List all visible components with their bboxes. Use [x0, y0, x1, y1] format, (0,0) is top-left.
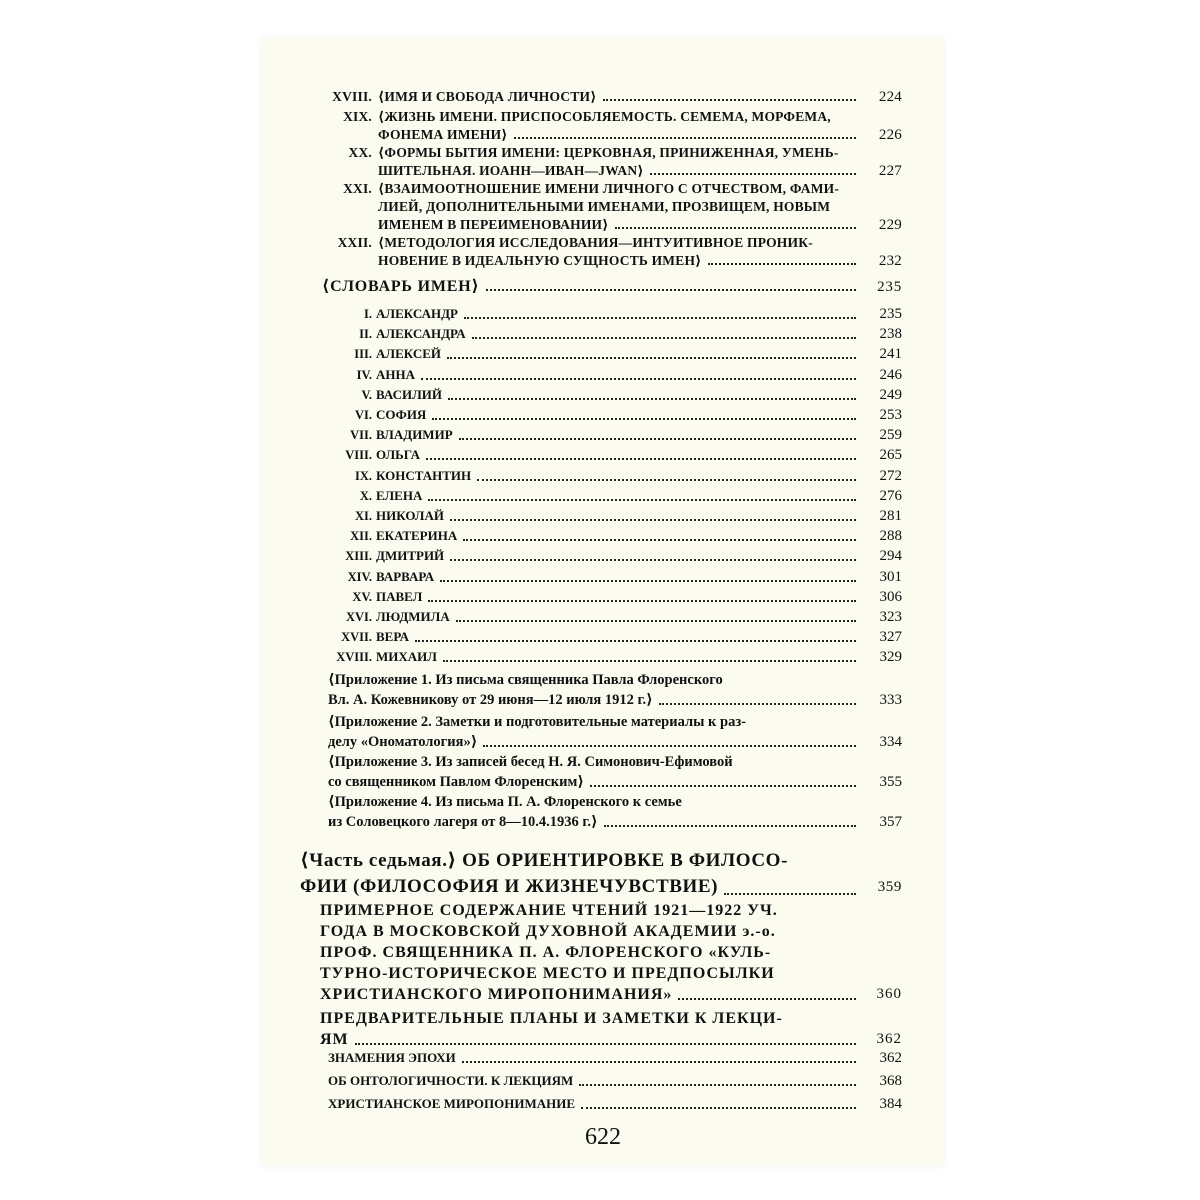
toc-name-entry [302, 304, 902, 324]
dot-leader [477, 479, 856, 481]
toc-name-entry [302, 466, 902, 486]
toc-name-entry [302, 546, 902, 566]
entry-number: XVI. [345, 610, 372, 624]
dot-leader [590, 785, 856, 787]
appendix-line: делу «Ономатология»⟩ [328, 734, 478, 750]
name-title: АЛЕКСАНДР [376, 306, 458, 321]
dot-leader [464, 317, 856, 319]
page-number: 227 [878, 163, 902, 179]
dot-leader [428, 600, 856, 602]
page-number: 238 [879, 326, 902, 343]
entry-number: IX. [354, 468, 372, 483]
page-number: 359 [877, 879, 902, 895]
entry-title-line: ⟨МЕТОДОЛОГИЯ ИССЛЕДОВАНИЯ—ИНТУИТИВНОЕ ПРОНИК- [378, 235, 813, 250]
name-title: АЛЕКСАНДРА [376, 326, 466, 342]
name-title: ВЕРА [376, 629, 410, 645]
dot-leader [659, 703, 856, 705]
entry-title-line: ИМЕНЕМ В ПЕРЕИМЕНОВАНИИ⟩ [378, 217, 609, 232]
appendix-line: ⟨Приложение 4. Из письма П. А. Флоренского к семье [328, 794, 682, 810]
entry-number: III. [354, 347, 372, 362]
entry-number: XIX. [343, 109, 372, 124]
page-number: 327 [879, 629, 902, 646]
dot-leader [421, 378, 856, 380]
name-title: ОЛЬГА [376, 447, 420, 463]
dot-leader [483, 745, 856, 747]
page-number: 235 [879, 306, 902, 322]
toc-subsection [328, 1071, 902, 1091]
dot-leader [603, 99, 856, 101]
dot-leader [708, 263, 856, 265]
entry-number: XXII. [337, 235, 372, 250]
dot-leader [415, 640, 856, 642]
page-number: 246 [879, 366, 902, 383]
dot-leader [450, 519, 856, 521]
toc-name-entry [302, 425, 902, 445]
entry-title-line: ШИТЕЛЬНАЯ. ИОАНН—ИВАН—JWAN⟩ [378, 163, 644, 178]
part-title-line: ⟨Часть седьмая.⟩ ОБ ОРИЕНТИРОВКЕ В ФИЛОСО- [300, 850, 788, 871]
page-number: 329 [879, 649, 902, 666]
appendix-line: со священником Павлом Флоренским⟩ [328, 774, 585, 790]
dot-leader [459, 438, 856, 440]
toc-entry-chapter-22 [302, 234, 902, 270]
part-title-line: ФИИ (ФИЛОСОФИЯ И ЖИЗНЕЧУВСТВИЕ) [300, 876, 719, 897]
dot-leader [650, 173, 856, 175]
toc-entry-chapter-21 [302, 180, 902, 234]
plans-line: ЯМ [320, 1031, 349, 1048]
entry-number: X. [359, 488, 372, 503]
book-page [262, 38, 944, 1166]
entry-number: IV. [356, 367, 372, 382]
page-number: 288 [879, 528, 902, 545]
dot-leader [486, 289, 856, 291]
name-title: АННА [376, 366, 415, 382]
dot-leader [428, 499, 856, 501]
entry-title-line: ⟨ВЗАИМООТНОШЕНИЕ ИМЕНИ ЛИЧНОГО С ОТЧЕСТВОМ, ФАМИ- [378, 181, 840, 196]
entry-number: VIII. [345, 448, 372, 463]
subsection-title: ОБ ОНТОЛОГИЧНОСТИ. К ЛЕКЦИЯМ [328, 1073, 574, 1088]
appendix-line: ⟨Приложение 2. Заметки и подготовительные материалы к раз- [328, 714, 746, 730]
dot-leader [450, 559, 856, 561]
page-number: 232 [878, 253, 902, 269]
page-number: 235 [877, 279, 902, 295]
dot-leader [355, 1043, 856, 1045]
page-number: 368 [879, 1073, 902, 1089]
dot-leader [678, 998, 856, 1000]
toc-name-entry [302, 526, 902, 546]
toc-appendix-4 [328, 792, 902, 832]
readings-line: ХРИСТИАНСКОГО МИРОПОНИМАНИЯ» [320, 986, 673, 1003]
toc-readings-1921 [320, 900, 902, 1005]
dot-leader [462, 1061, 856, 1063]
entry-number: V. [361, 387, 372, 402]
page-number: 229 [878, 217, 902, 233]
page-number: 276 [879, 487, 902, 504]
entry-number: VII. [350, 428, 372, 443]
toc-name-entry [302, 445, 902, 465]
subsection-title: ЗНАМЕНИЯ ЭПОХИ [328, 1050, 456, 1065]
entry-number: XXI. [343, 181, 372, 196]
entry-number: XI. [354, 509, 372, 523]
entry-number: XIII. [345, 549, 372, 564]
dot-leader [604, 825, 856, 827]
plans-line: ПРЕДВАРИТЕЛЬНЫЕ ПЛАНЫ И ЗАМЕТКИ К ЛЕКЦИ- [320, 1010, 783, 1027]
toc-entry-chapter-20 [302, 144, 902, 180]
name-title: АЛЕКСЕЙ [376, 346, 442, 362]
name-title: ЛЮДМИЛА [376, 609, 450, 624]
toc-lecture-plans [320, 1008, 902, 1050]
appendix-line: ⟨Приложение 1. Из письма священника Павла Флоренского [328, 672, 723, 688]
subsection-title: ХРИСТИАНСКОЕ МИРОПОНИМАНИЕ [328, 1096, 575, 1111]
page-number: 253 [879, 407, 902, 423]
dot-leader [448, 398, 856, 400]
toc-name-entry [302, 486, 902, 506]
name-title: ВАСИЛИЙ [376, 386, 443, 402]
entry-number: XV. [352, 589, 372, 604]
entry-title: ⟨ИМЯ И СВОБОДА ЛИЧНОСТИ⟩ [378, 89, 597, 104]
page-number: 355 [879, 774, 902, 790]
dot-leader [432, 418, 856, 420]
toc-appendix-2 [328, 712, 902, 752]
dot-leader [615, 227, 856, 229]
page-number: 301 [879, 568, 902, 585]
entry-number: XX. [348, 145, 372, 160]
dot-leader [581, 1107, 856, 1109]
dot-leader [472, 337, 856, 339]
entry-number: VI. [354, 408, 372, 422]
toc-name-entry [302, 405, 902, 425]
page-number: 306 [879, 588, 902, 605]
entry-number: XVIII. [332, 89, 372, 104]
section-title: ⟨СЛОВАРЬ ИМЕН⟩ [322, 278, 480, 295]
page-number: 241 [879, 346, 902, 363]
toc-name-entry [302, 365, 902, 385]
name-title: ЕЛЕНА [376, 487, 423, 503]
name-title: КОНСТАНТИН [376, 467, 472, 483]
entry-title-line: ⟨ЖИЗНЬ ИМЕНИ. ПРИСПОСОБЛЯЕМОСТЬ. СЕМЕМА, МОРФЕМА, [378, 109, 831, 124]
entry-number: XIV. [347, 569, 372, 584]
appendix-line: из Соловецкого лагеря от 8—10.4.1936 г.⟩ [328, 814, 598, 830]
toc-name-entry [302, 607, 902, 627]
readings-line: ГОДА В МОСКОВСКОЙ ДУХОВНОЙ АКАДЕМИИ э.-о. [320, 923, 776, 940]
entry-title-line: НОВЕНИЕ В ИДЕАЛЬНУЮ СУЩНОСТЬ ИМЕН⟩ [378, 253, 702, 268]
page-number: 281 [879, 508, 902, 524]
toc-subsection [328, 1048, 902, 1068]
toc-part-seven [300, 848, 902, 900]
toc-name-entry [302, 647, 902, 667]
toc-name-entry [302, 506, 902, 526]
name-title: ЕКАТЕРИНА [376, 528, 458, 544]
entry-number: XII. [350, 529, 372, 544]
readings-line: ПРОФ. СВЯЩЕННИКА П. А. ФЛОРЕНСКОГО «КУЛЬ- [320, 944, 772, 961]
page-number: 249 [879, 386, 902, 403]
dot-leader [440, 580, 856, 582]
name-title: НИКОЛАЙ [376, 508, 444, 523]
entry-title-line: ФОНЕМА ИМЕНИ⟩ [378, 127, 508, 142]
toc-section-dictionary [322, 276, 902, 296]
toc-name-entry [302, 587, 902, 607]
dot-leader [443, 660, 856, 662]
dot-leader [463, 539, 856, 541]
page-number: 384 [879, 1096, 902, 1112]
readings-line: ПРИМЕРНОЕ СОДЕРЖАНИЕ ЧТЕНИЙ 1921—1922 УЧ. [320, 902, 778, 919]
appendix-line: Вл. А. Кожевникову от 29 июня—12 июля 1912 г.⟩ [328, 692, 653, 708]
toc-subsection [328, 1094, 902, 1114]
toc-name-entry [302, 324, 902, 344]
page-number: 259 [879, 427, 902, 444]
name-title: МИХАИЛ [376, 649, 437, 665]
appendix-line: ⟨Приложение 3. Из записей бесед Н. Я. Симонович-Ефимовой [328, 754, 733, 770]
entry-number: XVII. [341, 630, 372, 645]
dot-leader [514, 137, 856, 139]
dot-leader [456, 620, 856, 622]
dot-leader [724, 893, 856, 895]
page-number: 226 [878, 127, 902, 143]
name-title: ДМИТРИЙ [376, 548, 445, 564]
page-number: 333 [879, 692, 902, 708]
toc-name-entry [302, 627, 902, 647]
toc-name-entry [302, 344, 902, 364]
dot-leader [447, 357, 856, 359]
dot-leader [579, 1084, 856, 1086]
toc-entry-chapter-19 [302, 108, 902, 144]
page-number: 362 [876, 1031, 902, 1047]
toc-name-entry [302, 567, 902, 587]
entry-title-line: ЛИЕЙ, ДОПОЛНИТЕЛЬНЫМИ ИМЕНАМИ, ПРОЗВИЩЕМ, НОВЫМ [378, 199, 831, 214]
entry-title-line: ⟨ФОРМЫ БЫТИЯ ИМЕНИ: ЦЕРКОВНАЯ, ПРИНИЖЕННАЯ, УМЕНЬ- [378, 145, 839, 160]
entry-number: II. [359, 327, 372, 342]
page-number: 272 [879, 467, 902, 484]
page-number: 224 [878, 89, 902, 105]
name-title: ВЛАДИМИР [376, 427, 453, 443]
page-number: 265 [879, 447, 902, 464]
page-number: 294 [879, 548, 902, 565]
name-title: ПАВЕЛ [376, 588, 423, 604]
page-folio-number: 622 [585, 1124, 621, 1150]
page-number: 334 [879, 734, 902, 750]
page-number: 362 [879, 1050, 902, 1066]
toc-appendix-1 [328, 670, 902, 710]
entry-number: I. [364, 307, 372, 321]
page-number: 360 [876, 986, 902, 1002]
name-title: СОФИЯ [376, 407, 427, 422]
page-number: 323 [879, 609, 902, 625]
toc-entry-chapter-18 [302, 88, 902, 106]
page-number: 357 [879, 814, 902, 830]
entry-number: XVIII. [336, 650, 372, 665]
dot-leader [426, 458, 856, 460]
toc-name-entry [302, 385, 902, 405]
name-title: ВАРВАРА [376, 568, 435, 584]
readings-line: ТУРНО-ИСТОРИЧЕСКОЕ МЕСТО И ПРЕДПОСЫЛКИ [320, 965, 775, 982]
toc-appendix-3 [328, 752, 902, 792]
